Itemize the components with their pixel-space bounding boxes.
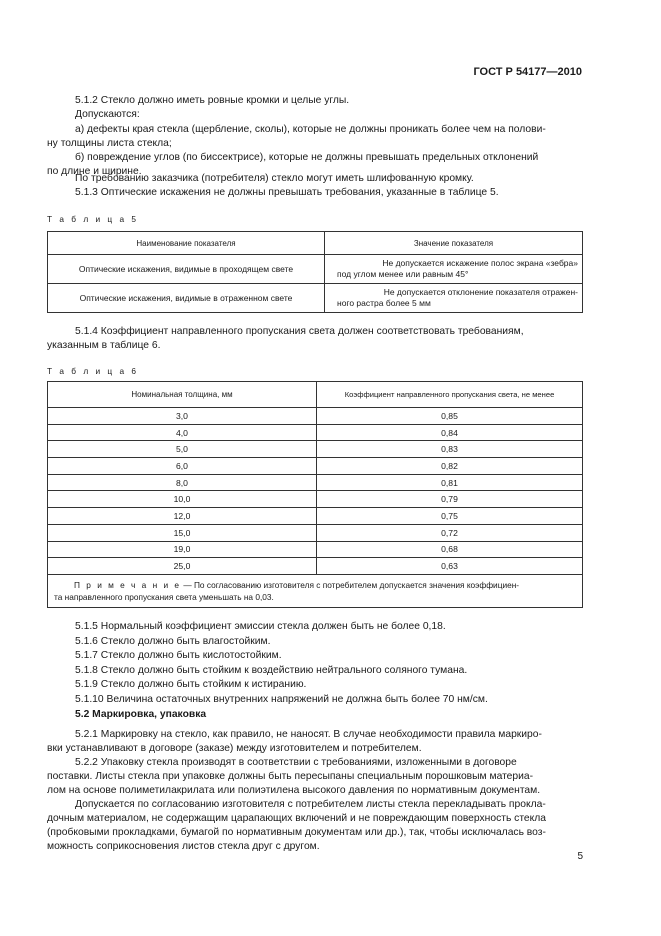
table-row (48, 508, 583, 525)
table6-note-row (48, 574, 583, 607)
table5-header-value: Значение показателя (325, 232, 583, 255)
table-row (48, 284, 583, 313)
table5-caption: Т а б л и ц а 5 (47, 214, 139, 224)
table-row (48, 558, 583, 575)
table5 (47, 231, 583, 313)
item-b-line2: по длине и ширине. (47, 166, 142, 177)
list-item: 5.1.5 Нормальный коэффициент эмиссии стекла должен быть не более 0,18. (75, 621, 446, 632)
note-text: — По согласованию изготовителя с потребителем допускается значения коэффициен- (181, 579, 520, 590)
table5-header-name: Наименование показателя (48, 232, 325, 255)
item-b-line1: б) повреждение углов (по биссектрисе), которые не должны превышать предельных отклонений (75, 152, 539, 163)
table6-cell-coefficient: 0,83 (317, 441, 583, 458)
list-item: 5.1.6 Стекло должно быть влагостойким. (75, 635, 271, 647)
table-row (48, 424, 583, 441)
table6-cell-thickness: 8,0 (48, 474, 317, 491)
table6 (47, 381, 583, 608)
clause-5-2-1-line1: 5.2.1 Маркировку на стекло, как правило, не наносят. В случае необходимости правила маркиро- (75, 729, 542, 740)
section-5-2-title: 5.2 Маркировка, упаковка (75, 709, 207, 720)
table6-note-line2: та направленного пропускания света уменьшать на 0,03. (54, 591, 274, 602)
table5-value-line1: Не допускается искажение полос экрана «зебра» (382, 258, 578, 268)
table5-value-line2: под углом менее или равным 45° (337, 269, 469, 279)
table6-header-coefficient: Коэффициент направленного пропускания света, не менее (317, 382, 583, 408)
customer-edge-note: По требованию заказчика (потребителя) стекло могут иметь шлифованную кромку. (75, 173, 474, 184)
packing-paragraph-line1: Допускается по согласованию изготовителя с потребителем листы стекла перекладывать прокла- (75, 799, 546, 810)
table-row (48, 458, 583, 475)
list-item: 5.1.9 Стекло должно быть стойким к истиранию. (75, 679, 307, 691)
table6-cell-thickness: 12,0 (48, 508, 317, 525)
table6-note-line1 (54, 579, 576, 591)
table-row (48, 408, 583, 425)
table6-cell-thickness: 25,0 (48, 558, 317, 575)
table5-cell-value (325, 255, 583, 284)
table5-value-line2: ного растра более 5 мм (337, 298, 431, 308)
table-row (48, 491, 583, 508)
table6-cell-coefficient: 0,75 (317, 508, 583, 525)
list-item: 5.1.7 Стекло должно быть кислотостойким. (75, 650, 282, 662)
table-row (48, 255, 583, 284)
clause-5-1-4-line1: 5.1.4 Коэффициент направленного пропускания света должен соответствовать требованиям, (75, 326, 524, 337)
table6-cell-thickness: 15,0 (48, 524, 317, 541)
table6-cell-coefficient: 0,85 (317, 408, 583, 425)
allowed-label: Допускаются: (75, 109, 140, 120)
table6-header-thickness: Номинальная толщина, мм (48, 382, 317, 408)
clause-5-2-2-line1: 5.2.2 Упаковку стекла производят в соответствии с требованиями, изложенными в договоре (75, 757, 517, 768)
list-item: 5.1.10 Величина остаточных внутренних напряжений не должна быть более 70 нм/см. (75, 694, 488, 705)
table6-cell-thickness: 19,0 (48, 541, 317, 558)
table6-cell-coefficient: 0,81 (317, 474, 583, 491)
item-a-line1: а) дефекты края стекла (щербление, сколы), которые не должны проникать более чем на полови- (75, 124, 546, 135)
table6-cell-thickness: 4,0 (48, 424, 317, 441)
clause-5-2-2-line2: поставки. Листы стекла при упаковке должны быть пересыпаны специальным порошковым материа- (47, 771, 534, 782)
table5-header-row (48, 232, 583, 255)
table6-cell-thickness: 5,0 (48, 441, 317, 458)
clause-5-1-4-line2: указанным в таблице 6. (47, 340, 161, 351)
table6-cell-thickness: 10,0 (48, 491, 317, 508)
page-number: 5 (577, 851, 583, 862)
table6-cell-coefficient: 0,68 (317, 541, 583, 558)
table5-value-line1: Не допускается отклонение показателя отражен- (383, 287, 578, 297)
table-row (48, 441, 583, 458)
list-item: 5.1.8 Стекло должно быть стойким к воздействию нейтрального соляного тумана. (75, 664, 468, 676)
table6-cell-coefficient: 0,84 (317, 424, 583, 441)
table5-cell-value (325, 284, 583, 313)
table-row (48, 474, 583, 491)
item-a-line2: ну толщины листа стекла; (47, 138, 172, 149)
table6-cell-thickness: 3,0 (48, 408, 317, 425)
table6-caption: Т а б л и ц а 6 (47, 366, 139, 376)
packing-paragraph-line2: дочным материалом, не содержащим царапающих включений и не повреждающим поверхность стекла (47, 813, 546, 824)
table-row (48, 541, 583, 558)
clause-5-2-2-line3: лом на основе полиметилакрилата или полиэтилена высокого давления по нормативным документам. (47, 785, 541, 796)
note-label: П р и м е ч а н и е (74, 579, 182, 590)
packing-paragraph-line3: (пробковыми прокладками, бумагой по нормативным документам или др.), так, чтобы исключалась воз- (47, 827, 546, 838)
packing-paragraph-line4: можность соприкосновения листов стекла друг с другом. (47, 841, 320, 852)
table6-body (48, 408, 583, 575)
document-id: ГОСТ Р 54177—2010 (473, 66, 582, 78)
table6-cell-coefficient: 0,79 (317, 491, 583, 508)
table5-cell-name: Оптические искажения, видимые в отраженном свете (48, 284, 325, 313)
clause-5-1-3: 5.1.3 Оптические искажения не должны превышать требования, указанные в таблице 5. (75, 187, 499, 198)
table6-cell-coefficient: 0,82 (317, 458, 583, 475)
table6-cell-coefficient: 0,63 (317, 558, 583, 575)
table6-cell-thickness: 6,0 (48, 458, 317, 475)
table6-note (48, 574, 583, 607)
table5-cell-name: Оптические искажения, видимые в проходящем свете (48, 255, 325, 284)
clause-5-2-1-line2: вки устанавливают в договоре (заказе) между изготовителем и потребителем. (47, 743, 422, 754)
table6-header-row (48, 382, 583, 408)
table-row (48, 524, 583, 541)
clause-5-1-2: 5.1.2 Стекло должно иметь ровные кромки и целые углы. (75, 95, 350, 106)
table6-cell-coefficient: 0,72 (317, 524, 583, 541)
